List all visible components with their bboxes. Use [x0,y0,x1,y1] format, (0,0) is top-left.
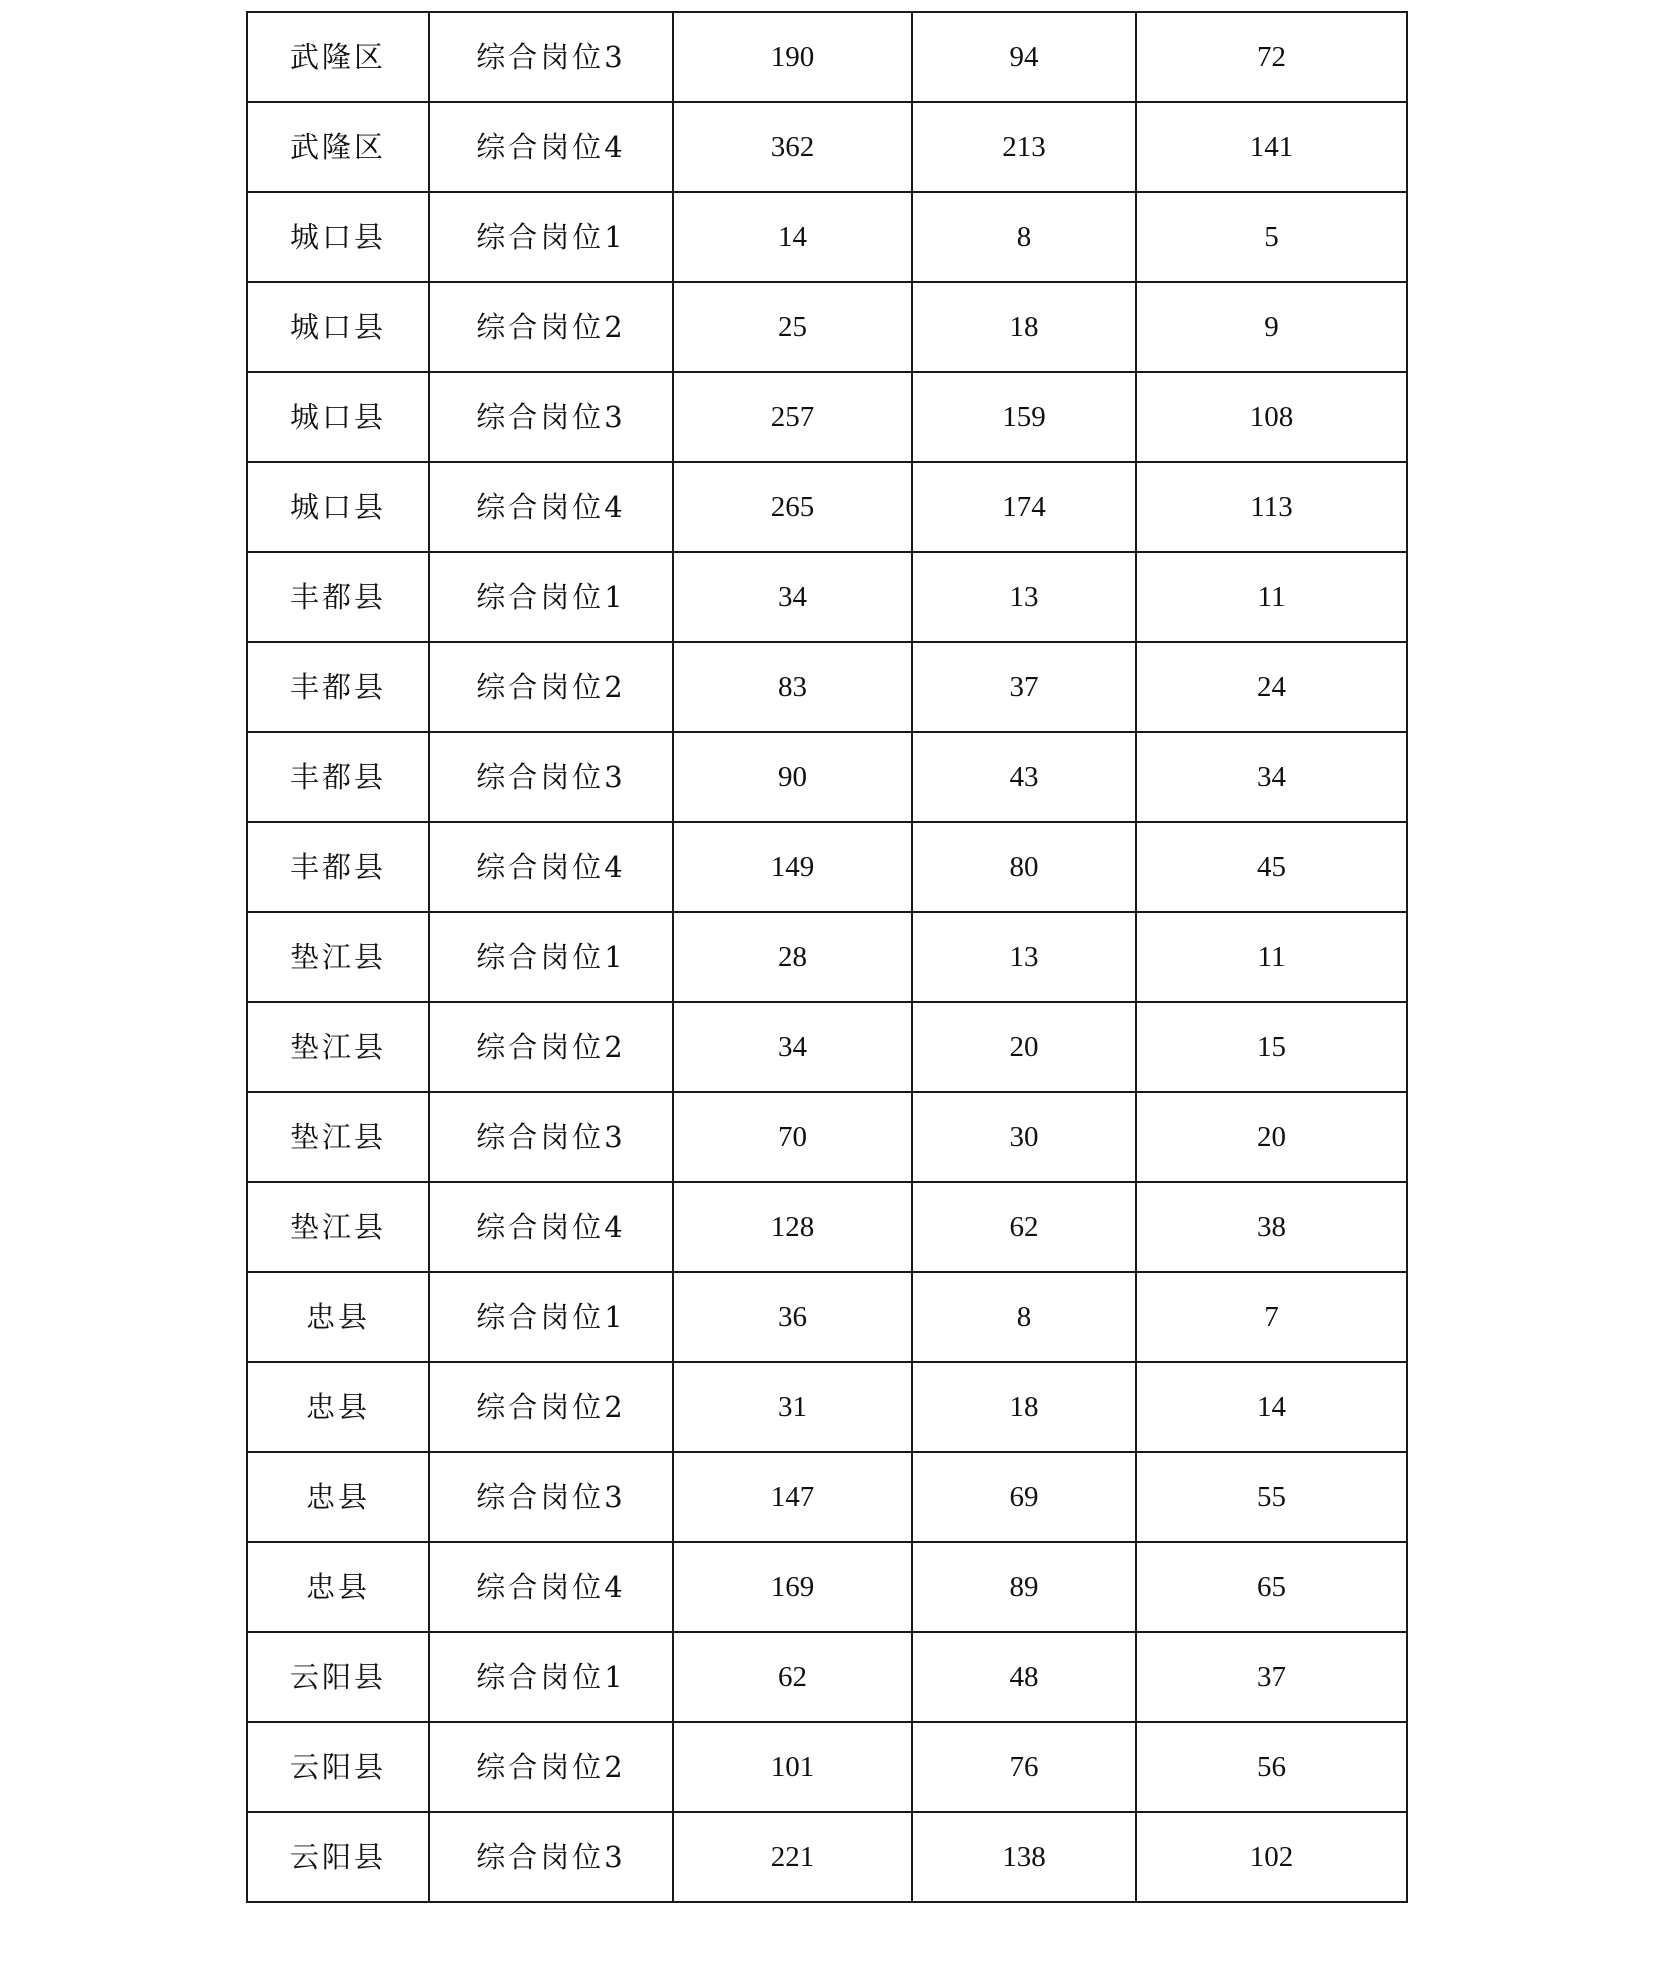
value-1-cell: 25 [673,282,912,372]
value-1-cell: 221 [673,1812,912,1902]
region-cell: 忠县 [247,1272,429,1362]
value-3-cell: 72 [1136,12,1407,102]
value-2-cell: 48 [912,1632,1136,1722]
table-row [247,1362,1407,1452]
region-cell: 武隆区 [247,102,429,192]
post-cell: 综合岗位1 [429,1272,673,1362]
region-cell: 丰都县 [247,552,429,642]
post-cell: 综合岗位3 [429,732,673,822]
value-3-cell: 11 [1136,912,1407,1002]
post-cell: 综合岗位4 [429,102,673,192]
value-2-cell: 159 [912,372,1136,462]
value-1-cell: 149 [673,822,912,912]
value-2-cell: 37 [912,642,1136,732]
region-cell: 忠县 [247,1452,429,1542]
value-3-cell: 14 [1136,1362,1407,1452]
value-2-cell: 174 [912,462,1136,552]
region-cell: 丰都县 [247,822,429,912]
value-2-cell: 76 [912,1722,1136,1812]
region-cell: 城口县 [247,462,429,552]
region-cell: 城口县 [247,282,429,372]
table-body [247,12,1407,1902]
value-3-cell: 38 [1136,1182,1407,1272]
post-cell: 综合岗位4 [429,462,673,552]
value-1-cell: 14 [673,192,912,282]
value-2-cell: 30 [912,1092,1136,1182]
value-2-cell: 62 [912,1182,1136,1272]
post-cell: 综合岗位2 [429,642,673,732]
post-cell: 综合岗位1 [429,1632,673,1722]
post-cell: 综合岗位3 [429,12,673,102]
value-2-cell: 43 [912,732,1136,822]
post-cell: 综合岗位4 [429,1542,673,1632]
value-2-cell: 80 [912,822,1136,912]
region-cell: 云阳县 [247,1632,429,1722]
value-3-cell: 37 [1136,1632,1407,1722]
value-1-cell: 62 [673,1632,912,1722]
value-2-cell: 13 [912,912,1136,1002]
table-row [247,102,1407,192]
region-cell: 垫江县 [247,1092,429,1182]
region-cell: 垫江县 [247,912,429,1002]
table-row [247,282,1407,372]
table-row [247,1272,1407,1362]
value-2-cell: 89 [912,1542,1136,1632]
post-cell: 综合岗位4 [429,822,673,912]
value-2-cell: 94 [912,12,1136,102]
value-2-cell: 13 [912,552,1136,642]
post-cell: 综合岗位1 [429,192,673,282]
table-row [247,822,1407,912]
value-3-cell: 65 [1136,1542,1407,1632]
data-table [246,11,1408,1903]
table-row [247,1092,1407,1182]
value-1-cell: 265 [673,462,912,552]
table-row [247,552,1407,642]
table-row [247,372,1407,462]
region-cell: 垫江县 [247,1002,429,1092]
table-row [247,1452,1407,1542]
value-1-cell: 147 [673,1452,912,1542]
post-cell: 综合岗位3 [429,1452,673,1542]
value-2-cell: 138 [912,1812,1136,1902]
value-1-cell: 36 [673,1272,912,1362]
value-3-cell: 9 [1136,282,1407,372]
value-3-cell: 55 [1136,1452,1407,1542]
value-1-cell: 28 [673,912,912,1002]
value-2-cell: 18 [912,282,1136,372]
table-row [247,1002,1407,1092]
table-row [247,912,1407,1002]
value-2-cell: 8 [912,1272,1136,1362]
post-cell: 综合岗位3 [429,372,673,462]
region-cell: 城口县 [247,192,429,282]
region-cell: 丰都县 [247,642,429,732]
region-cell: 城口县 [247,372,429,462]
value-1-cell: 128 [673,1182,912,1272]
value-1-cell: 34 [673,1002,912,1092]
value-2-cell: 20 [912,1002,1136,1092]
region-cell: 垫江县 [247,1182,429,1272]
value-1-cell: 70 [673,1092,912,1182]
table-row [247,1722,1407,1812]
value-3-cell: 102 [1136,1812,1407,1902]
region-cell: 忠县 [247,1542,429,1632]
region-cell: 丰都县 [247,732,429,822]
value-1-cell: 257 [673,372,912,462]
post-cell: 综合岗位1 [429,552,673,642]
value-3-cell: 11 [1136,552,1407,642]
region-cell: 云阳县 [247,1812,429,1902]
post-cell: 综合岗位2 [429,1362,673,1452]
value-1-cell: 90 [673,732,912,822]
table-row [247,192,1407,282]
value-1-cell: 34 [673,552,912,642]
value-3-cell: 20 [1136,1092,1407,1182]
post-cell: 综合岗位2 [429,1722,673,1812]
value-2-cell: 69 [912,1452,1136,1542]
table-row [247,1182,1407,1272]
value-3-cell: 24 [1136,642,1407,732]
region-cell: 云阳县 [247,1722,429,1812]
value-3-cell: 45 [1136,822,1407,912]
value-3-cell: 56 [1136,1722,1407,1812]
value-1-cell: 31 [673,1362,912,1452]
value-3-cell: 5 [1136,192,1407,282]
value-3-cell: 34 [1136,732,1407,822]
post-cell: 综合岗位3 [429,1092,673,1182]
post-cell: 综合岗位1 [429,912,673,1002]
value-3-cell: 113 [1136,462,1407,552]
value-3-cell: 108 [1136,372,1407,462]
value-1-cell: 362 [673,102,912,192]
table-row [247,1542,1407,1632]
table-row [247,1632,1407,1722]
table-row [247,462,1407,552]
post-cell: 综合岗位2 [429,282,673,372]
table-row [247,642,1407,732]
post-cell: 综合岗位4 [429,1182,673,1272]
table-row [247,732,1407,822]
value-2-cell: 18 [912,1362,1136,1452]
post-cell: 综合岗位2 [429,1002,673,1092]
value-2-cell: 8 [912,192,1136,282]
table-row [247,12,1407,102]
value-3-cell: 141 [1136,102,1407,192]
value-1-cell: 101 [673,1722,912,1812]
value-1-cell: 83 [673,642,912,732]
value-2-cell: 213 [912,102,1136,192]
value-1-cell: 169 [673,1542,912,1632]
value-3-cell: 7 [1136,1272,1407,1362]
table-row [247,1812,1407,1902]
value-3-cell: 15 [1136,1002,1407,1092]
region-cell: 武隆区 [247,12,429,102]
post-cell: 综合岗位3 [429,1812,673,1902]
region-cell: 忠县 [247,1362,429,1452]
value-1-cell: 190 [673,12,912,102]
